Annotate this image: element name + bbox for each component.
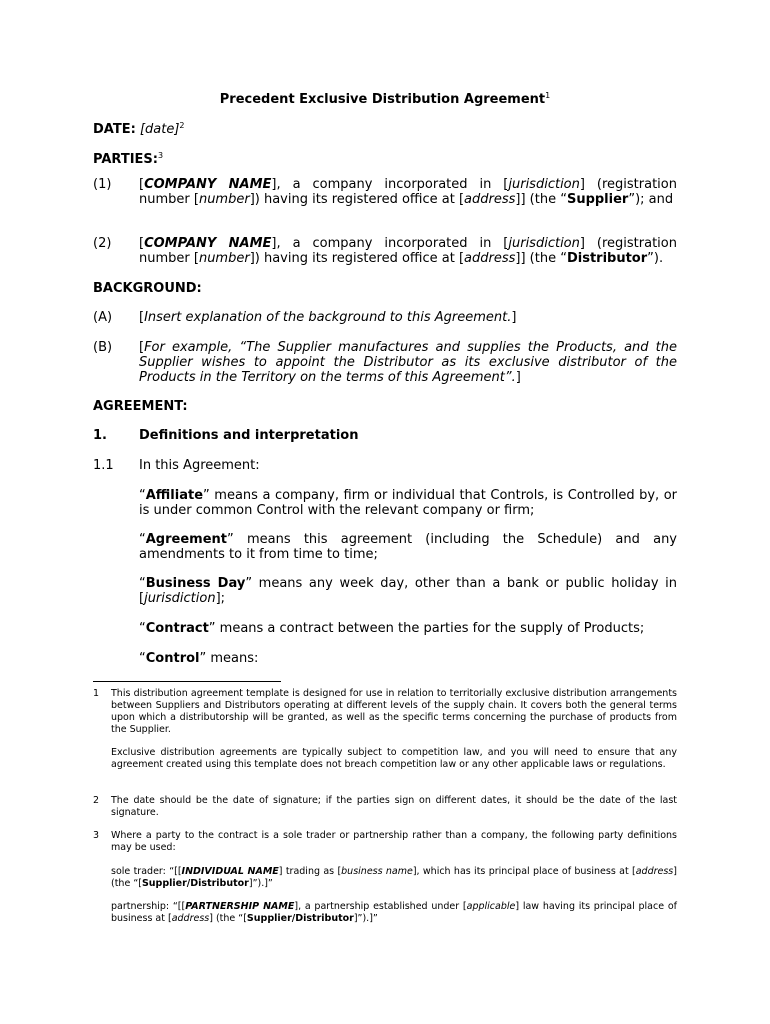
party-2-text-c: number [: [139, 251, 199, 266]
title-text: Precedent Exclusive Distribution Agreement: [219, 92, 546, 107]
footnote-3-sole-trader: [111, 866, 677, 890]
clause-1-1-text: In this Agreement:: [139, 458, 260, 473]
party-2-text-a: ], a company incorporated in [: [271, 236, 509, 251]
party-1-text-e: ]] (the “: [515, 192, 567, 207]
sole-trader-d: ] (the “[: [111, 866, 677, 889]
definition-contract: “Contract” means a contract between the parties for the supply of Products;: [139, 621, 645, 636]
partnership-a: partnership: “[[: [111, 901, 186, 912]
background-a-number: (A): [93, 310, 113, 325]
background-a-content: Insert explanation of the background to this Agreement.: [144, 310, 512, 325]
sole-trader-e: ]”).]”: [248, 878, 273, 889]
party-2-company: COMPANY NAME: [144, 236, 272, 251]
party-2-number-placeholder: number: [198, 251, 250, 266]
definition-agreement: “Agreement” means this agreement (including the Schedule) and any amendments to it from time to time;: [139, 532, 677, 562]
definition-business-day: “Business Day” means any week day, other than a bank or public holiday in [jurisdiction];: [139, 576, 677, 606]
sole-trader-name: INDIVIDUAL NAME: [181, 866, 279, 877]
definition-business-day-jurisdiction: jurisdiction: [144, 591, 216, 606]
footnote-1-number: 1: [93, 688, 100, 699]
background-b-text: [For example, “The Supplier manufactures and supplies the Products, and the Supplier wishes to appoint the Distributor as its exclusive distributor of the Products in the Territory on the terms of this Agreement”.]: [139, 340, 677, 385]
sole-trader-role: Supplier/Distributor: [141, 878, 249, 889]
definition-control-text: ” means:: [199, 651, 259, 666]
sole-trader-c: ], which has its principal place of business at [: [412, 866, 636, 877]
partnership-b: ], a partnership established under [: [294, 901, 467, 912]
party-1-jurisdiction: jurisdiction: [508, 177, 580, 192]
sole-trader-a: sole trader: “[[: [111, 866, 182, 877]
date-value: [date]: [139, 122, 180, 137]
party-2-role: Distributor: [566, 251, 648, 266]
partnership-address: address: [171, 913, 210, 924]
footnote-ref-1[interactable]: 1: [545, 91, 551, 100]
footnote-3-partnership: [111, 901, 677, 925]
party-1-text-b: ] (registration: [579, 177, 677, 192]
definition-business-day-text: ” means any week day, other than a bank or public holiday in [: [139, 576, 677, 606]
clause-1-1-number: 1.1: [93, 458, 114, 473]
party-2-address: address: [464, 251, 516, 266]
footnote-ref-3[interactable]: 3: [157, 151, 164, 160]
background-b-number: (B): [93, 340, 113, 355]
party-2-text-b: ] (registration: [579, 236, 677, 251]
party-1-text: [COMPANY NAME], a company incorporated in [jurisdiction] (registration number [number]) having its registered office at [address]] (the “Supplier”); and: [139, 177, 677, 207]
date-line: [93, 118, 185, 137]
footnote-ref-2[interactable]: 2: [179, 121, 185, 130]
partnership-role: Supplier/Distributor: [246, 913, 354, 924]
section-1-title: Definitions and interpretation: [139, 428, 359, 443]
definition-control: “Control” means:: [139, 651, 259, 666]
party-1-address: address: [464, 192, 516, 207]
footnote-1-paragraph-1: This distribution agreement template is designed for use in relation to territorially exclusive distribution arrangements between Suppliers and Distributors operating at different levels of the supply chain. It covers both the general terms upon which a distributorship will be granted, as well as the specific terms concerning the purchase of products from the Supplier.: [111, 688, 677, 735]
party-2-jurisdiction: jurisdiction: [508, 236, 580, 251]
sole-trader-b: ] trading as [: [278, 866, 342, 877]
background-a-text: [Insert explanation of the background to this Agreement.]: [139, 310, 517, 325]
footnote-2-number: 2: [93, 795, 100, 806]
agreement-heading: AGREEMENT:: [93, 399, 188, 414]
partnership-e: ]”).]”: [353, 913, 378, 924]
sole-trader-address: address: [635, 866, 674, 877]
partnership-applicable: applicable: [466, 901, 516, 912]
date-label: DATE:: [93, 122, 136, 137]
party-1-role: Supplier: [566, 192, 629, 207]
footnote-2-text: The date should be the date of signature; if the parties sign on different dates, it should be the date of the last signature.: [111, 795, 677, 818]
partnership-d: ] (the “[: [209, 913, 247, 924]
party-1-number-placeholder: number: [198, 192, 250, 207]
party-1-text-a: ], a company incorporated in [: [271, 177, 509, 192]
background-b-content: For example, “The Supplier manufactures and supplies the Products, and the Supplier wishes to appoint the Distributor as its exclusive distributor of the Products in the Territory on the terms of this Agreement”.: [139, 340, 677, 385]
partnership-name: PARTNERSHIP NAME: [185, 901, 295, 912]
party-1-company: COMPANY NAME: [144, 177, 272, 192]
party-1-number: (1): [93, 177, 112, 192]
definition-agreement-text: ” means this agreement (including the Schedule) and any amendments to it from time to time;: [139, 532, 677, 562]
footnote-1-paragraph-2: Exclusive distribution agreements are typically subject to competition law, and you will need to ensure that any agreement created using this template does not breach competition law or any other applicable laws or regulations.: [111, 747, 677, 770]
definition-contract-text: ” means a contract between the parties for the supply of Products;: [208, 621, 645, 636]
partnership-c: ] law having its principal place of business at [: [111, 901, 677, 924]
document-title: [0, 88, 770, 107]
parties-heading: [93, 148, 163, 167]
definition-affiliate-text: ” means a company, firm or individual that Controls, is Controlled by, or is under common Control with the relevant company or firm;: [139, 488, 677, 518]
footnote-3-number: 3: [93, 830, 100, 841]
party-2-text-f: ”).: [647, 251, 664, 266]
party-2-text: [COMPANY NAME], a company incorporated in [jurisdiction] (registration number [number]) having its registered office at [address]] (the “Distributor”).: [139, 236, 677, 266]
background-heading: BACKGROUND:: [93, 281, 202, 296]
definition-business-day-end: ];: [215, 591, 226, 606]
footnote-3-intro: Where a party to the contract is a sole trader or partnership rather than a company, the following party definitions may be used:: [111, 830, 677, 853]
term-affiliate: Affiliate: [145, 488, 204, 503]
term-contract: Contract: [145, 621, 209, 636]
term-agreement: Agreement: [145, 532, 227, 547]
party-1-text-d: ]) having its registered office at [: [249, 192, 465, 207]
term-business-day: Business Day: [145, 576, 246, 591]
party-1-and: and: [648, 192, 674, 207]
parties-label: PARTIES:: [93, 152, 158, 167]
party-2-text-d: ]) having its registered office at [: [249, 251, 465, 266]
definition-affiliate: “Affiliate” means a company, firm or individual that Controls, is Controlled by, or is under common Control with the relevant company or firm;: [139, 488, 677, 518]
party-1-text-c: number [: [139, 192, 199, 207]
footnote-separator: [93, 681, 281, 682]
party-1-text-f: ”);: [628, 192, 645, 207]
party-2-number: (2): [93, 236, 112, 251]
term-control: Control: [145, 651, 200, 666]
sole-trader-business-name: business name: [341, 866, 413, 877]
party-2-text-e: ]] (the “: [515, 251, 567, 266]
section-1-number: 1.: [93, 428, 107, 443]
